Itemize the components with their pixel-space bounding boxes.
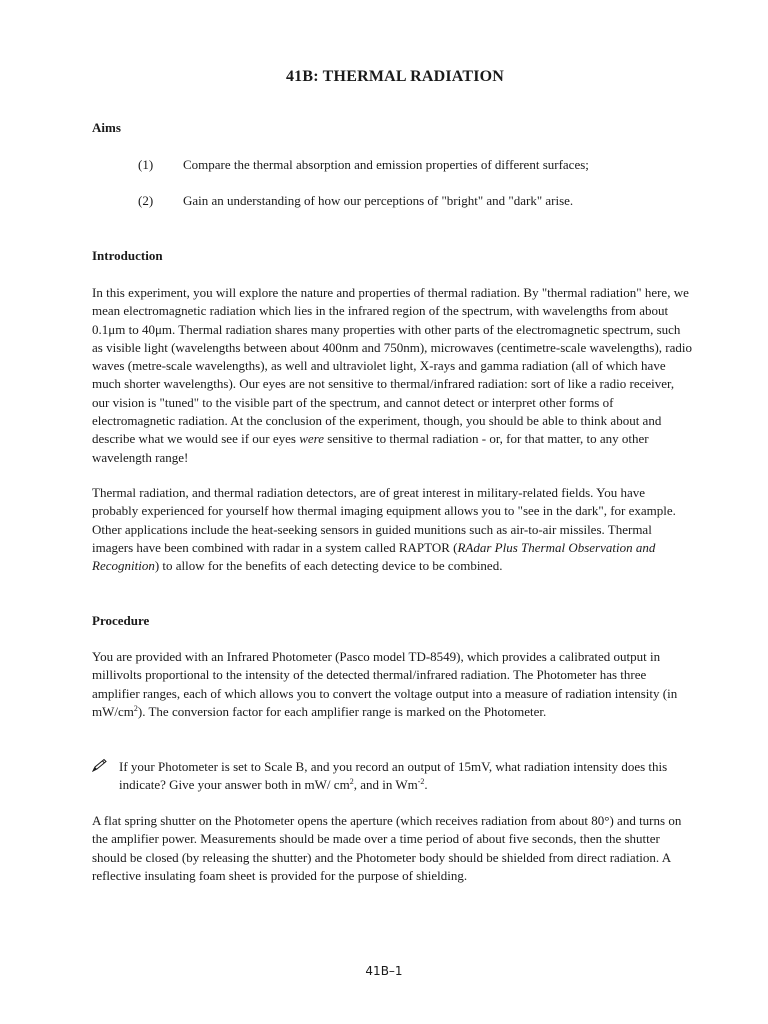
introduction-paragraph-2 (92, 484, 694, 575)
aim-text: Gain an understanding of how our perceptions of "bright" and "dark" arise. (183, 193, 574, 208)
text-run: ). The conversion factor for each amplifier range is marked on the Photometer. (137, 703, 547, 719)
aim-number: (2) (138, 193, 154, 208)
procedure-paragraph-2: A flat spring shutter on the Photometer opens the aperture (which receives radiation from about 80°) and turns on the amplifier power. Measurements should be made over a time period of about five seconds, then the shutter should be closed (by releasing the shutter) and the Photometer body should be shielded from direct radiation. A reflective insulating foam sheet is provided for the purpose of shielding. (92, 813, 682, 883)
text-run: sensitive to thermal radiation - or, for that matter, to any other wavelength range! (92, 431, 649, 465)
aims-heading: Aims (92, 120, 121, 135)
question-text (119, 758, 694, 795)
text-run: ) to allow for the benefits of each detecting device to be combined. (154, 558, 503, 574)
superscript: 2 (133, 703, 138, 713)
text-run: , and in Wm (353, 777, 418, 793)
aim-number: (1) (138, 157, 154, 172)
pencil-icon (92, 758, 108, 772)
emphasis: were (299, 431, 325, 447)
procedure-paragraph-1 (92, 648, 694, 721)
text-run: Thermal radiation, and thermal radiation detectors, are of great interest in military-related fields. You have probably experienced for yourself how thermal imaging equipment allows you to "see in the dark", for example. Other applications include the heat-seeking sensors in guided munitions such as air-to-air missiles. Thermal imagers have been combined with radar in a system called RAPTOR ( (92, 485, 676, 555)
superscript: -2 (417, 777, 425, 787)
page-number: 41B–1 (365, 964, 403, 978)
procedure-heading: Procedure (92, 613, 150, 628)
emphasis: RAdar Plus Thermal Observation and Recognition (92, 539, 656, 574)
text-run: If your Photometer is set to Scale B, and you record an output of 15mV, what radiation intensity does this indicate? Give your answer both in mW/ cm (119, 759, 668, 793)
text-run: You are provided with an Infrared Photometer (Pasco model TD-8549), which provides a calibrated output in millivolts proportional to the intensity of the detected thermal/infrared radiation. The Photometer has three amplifier ranges, each of which allows you to convert the voltage output into a measure of radiation intensity (in mW/cm (92, 649, 678, 719)
introduction-paragraph-1 (92, 284, 694, 467)
aim-text: Compare the thermal absorption and emission properties of different surfaces; (183, 157, 589, 172)
text-run: . (424, 777, 428, 793)
text-run: In this experiment, you will explore the nature and properties of thermal radiation. By "thermal radiation" here, we mean electromagnetic radiation which lies in the infrared region of the spectrum, with wavelengths from about 0.1μm to 40μm. Thermal radiation shares many properties with other parts of the electromagnetic spectrum, such as visible light (wavelengths between about 400nm and 750nm), microwaves (centimetre-scale wavelengths), radio waves (metre-scale wavelengths), as well and ultraviolet light, X-rays and gamma radiation (all of which have much shorter wavelengths). Our eyes are not sensitive to thermal/infrared radiation: sort of like a radio receiver, our vision is "tuned" to the visible part of the spectrum, and cannot detect or interpret other forms of electromagnetic radiation. At the conclusion of the experiment, though, you should be able to think about and describe what we would see if our eyes (92, 285, 692, 447)
superscript: 2 (349, 777, 354, 787)
introduction-heading: Introduction (92, 248, 163, 263)
page-title: 41B: THERMAL RADIATION (285, 68, 505, 85)
